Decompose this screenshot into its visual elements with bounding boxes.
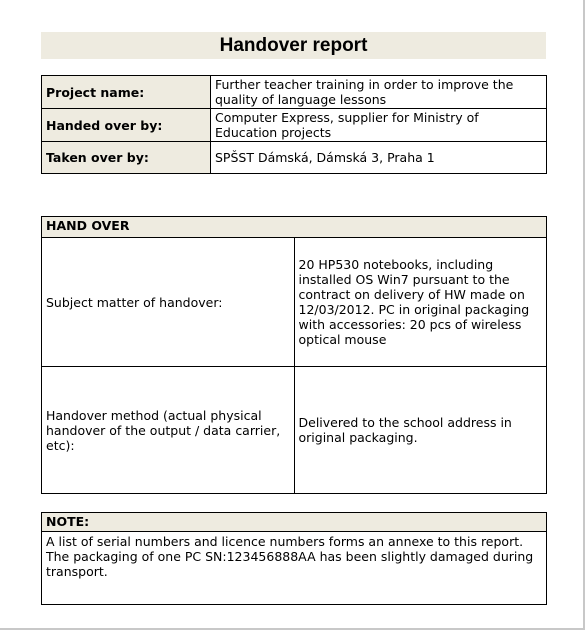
taken-over-label: Taken over by: [42, 142, 211, 174]
method-value: Delivered to the school address in original packaging. [294, 367, 547, 494]
note-table [41, 512, 547, 605]
handed-over-row [42, 109, 547, 142]
project-info-table [41, 75, 547, 174]
taken-over-row [42, 142, 547, 174]
handover-header: HAND OVER [42, 217, 547, 238]
note-text: A list of serial numbers and licence numbers forms an annexe to this report. The packaging of one PC SN:123456888AA has been slightly damaged during transport. [42, 532, 547, 605]
method-row [42, 367, 547, 494]
note-header: NOTE: [42, 513, 547, 532]
page-title: Handover report [219, 34, 368, 56]
handed-over-label: Handed over by: [42, 109, 211, 142]
taken-over-value: SPŠST Dámská, Dámská 3, Praha 1 [211, 142, 547, 174]
handed-over-value: Computer Express, supplier for Ministry of Education projects [211, 109, 547, 142]
note-header-row [42, 513, 547, 532]
title-bar [41, 32, 546, 59]
handover-table [41, 216, 547, 494]
project-name-value: Further teacher training in order to improve the quality of language lessons [211, 76, 547, 109]
handover-header-row [42, 217, 547, 238]
method-label: Handover method (actual physical handover of the output / data carrier, etc): [42, 367, 295, 494]
subject-value: 20 HP530 notebooks, including installed OS Win7 pursuant to the contract on delivery of HW made on 12/03/2012. PC in original packaging with accessories: 20 pcs of wireless optical mouse [294, 238, 547, 367]
project-name-label: Project name: [42, 76, 211, 109]
note-body-row [42, 532, 547, 605]
project-name-row [42, 76, 547, 109]
subject-label: Subject matter of handover: [42, 238, 295, 367]
subject-row [42, 238, 547, 367]
